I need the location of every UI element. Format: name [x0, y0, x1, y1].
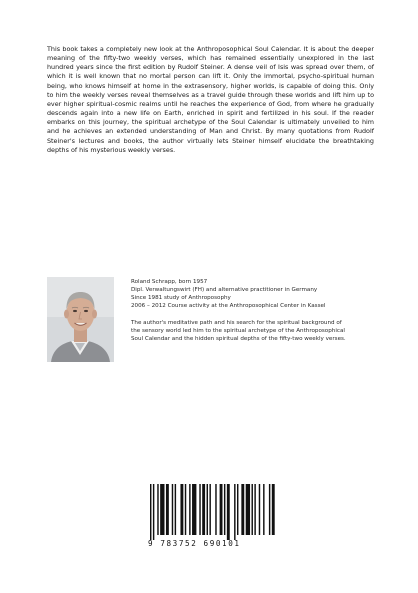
barcode-bar — [241, 484, 244, 535]
barcode-bar — [259, 484, 260, 535]
barcode-bar — [269, 484, 270, 535]
barcode-bar — [153, 484, 154, 540]
barcode-bar — [263, 484, 264, 535]
author-description: The author's meditative path and his search for the spiritual background of the sensory world led him to the spiritual archetype of the Anthroposophical Soul Calendar and the hidden spiritual depths of the fifty-two weekly verses. — [131, 319, 346, 343]
barcode-bar — [185, 484, 186, 535]
barcode-bar — [180, 484, 183, 535]
barcode-bar — [160, 484, 164, 535]
author-info — [131, 278, 376, 343]
barcode-bar — [246, 484, 250, 535]
barcode-bar — [254, 484, 255, 535]
author-photo — [47, 277, 114, 362]
author-portrait-image — [47, 277, 114, 362]
barcode-bars — [146, 484, 276, 540]
barcode-bar — [272, 484, 275, 535]
barcode-bar — [157, 484, 158, 535]
author-bio-line: Dipl. Verwaltungswirt (FH) and alternative practitioner in Germany — [131, 287, 318, 294]
isbn-digits: 9 783752 690101 — [148, 539, 241, 548]
author-bio — [131, 278, 376, 310]
author-bio-line: Roland Schrapp, born 1957 — [131, 279, 208, 285]
barcode-bar — [207, 484, 208, 535]
barcode-bar — [189, 484, 190, 535]
barcode-bar — [237, 484, 238, 535]
barcode-bar — [215, 484, 216, 535]
barcode-bar — [252, 484, 253, 535]
barcode-bar — [166, 484, 169, 535]
barcode-bar — [224, 484, 225, 535]
barcode-bar — [150, 484, 151, 540]
barcode-bar — [175, 484, 176, 535]
barcode-bar — [209, 484, 210, 535]
back-cover-blurb: This book takes a completely new look at the Anthroposophical Soul Calendar. It is about the deeper meaning of the fifty-two weekly verses, which has remained essentially unexplored in the last hundred years since the first edition by Rudolf Steiner. A dense veil of Isis was spread over them, of which it is well known that no mortal person can lift it. Only the immortal, psycho-spiritual human being, who knows himself at home in the extrasensory, higher worlds, is capable of doing this. Only to him the weekly verses reveal themselves as a travel guide through these worlds and lift him up to ever higher spiritual-cosmic realms until he reaches the experience of God, from where he gradually descends again into a new life on Earth, enriched in spirit and fertilized in his soul. If the reader embarks on this journey, the spiritual archetype of the Soul Calendar is ultimately unveiled to him and he achieves an extended understanding of Man and Christ. By many quotations from Rudolf Steiner's lectures and books, the author virtually lets Steiner himself elucidate the breathtaking depths of his mysterious weekly verses. — [47, 45, 374, 154]
barcode-bar — [227, 484, 230, 540]
author-bio-line: Since 1981 study of Anthroposophy — [131, 295, 231, 302]
barcode-bar — [220, 484, 223, 535]
author-bio-line: 2006 – 2012 Course activity at the Anthroposophical Center in Kassel — [131, 303, 326, 310]
barcode-bar — [199, 484, 200, 535]
barcode-bar — [192, 484, 196, 535]
barcode-bar — [202, 484, 205, 535]
barcode-bar — [172, 484, 173, 535]
barcode-bar — [234, 484, 235, 540]
